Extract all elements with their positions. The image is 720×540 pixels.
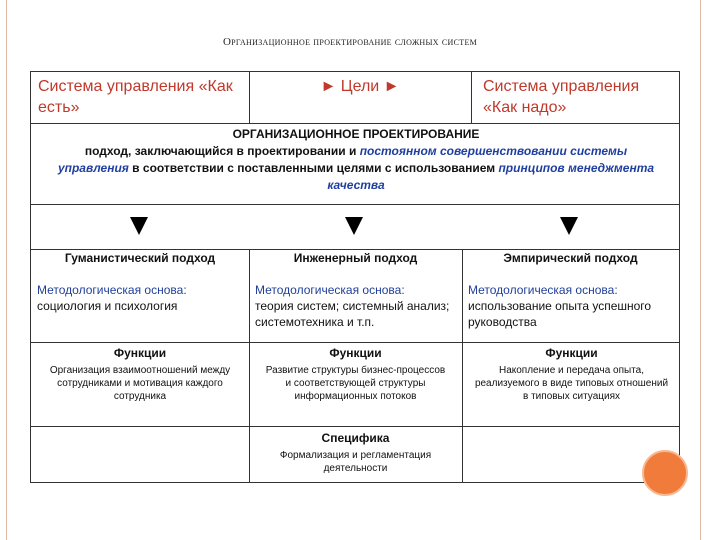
decorative-circle [642,450,688,496]
down-arrow-icon [130,217,148,235]
goals-cell: ► Цели ► [320,78,400,95]
definition-emphasis2: принципов менеджмента качества [327,161,655,192]
basis-label: Методологическая основа: [37,283,187,297]
col-divider [471,72,472,123]
approach-humanistic: Гуманистический подход [64,251,216,265]
approach-engineering: Инженерный подход [293,251,418,265]
functions-humanistic [37,346,243,403]
current-system-cell: Система управления «Как есть» [38,78,233,116]
col-divider [249,249,250,482]
basis-label: Методологическая основа: [255,283,405,297]
down-arrow-icon [560,217,578,235]
row-divider [31,204,679,205]
definition-part2: в соответствии с поставленными целями с использованием [128,161,499,175]
basis-engineering [255,282,458,330]
definition-heading: ОРГАНИЗАЦИОННОЕ ПРОЕКТИРОВАНИЕ [232,127,480,141]
functions-text: Развитие структуры бизнес-процессов и соответствующей структуры информационных потоков [265,365,446,402]
row-divider [31,342,679,343]
functions-title: Функции [113,346,167,360]
row-divider [31,426,679,427]
basis-empirical [468,282,673,330]
functions-title: Функции [329,346,382,360]
diagram-table [30,71,680,483]
basis-humanistic [37,282,245,314]
row-divider [31,249,679,250]
approach-empirical: Эмпирический подход [503,251,638,265]
col-divider [462,249,463,482]
page-title: Организационное проектирование сложных систем [222,36,478,48]
row-divider [31,123,679,124]
functions-engineering [263,346,448,403]
basis-value: использование опыта успешного руководства [468,299,652,329]
definition-text [51,143,661,194]
definition-block [51,126,661,194]
functions-title: Функции [545,346,598,360]
functions-text: Накопление и передача опыта, реализуемого в виде типовых отношений в типовых ситуациях [474,365,669,402]
specifics-title: Специфика [321,431,390,445]
basis-label: Методологическая основа: [468,283,618,297]
definition-part1: подход, заключающийся в проектировании и [84,144,360,158]
specifics-text: Формализация и регламентация деятельности [279,450,432,474]
specifics-block [259,431,452,475]
functions-text: Организация взаимоотношений между сотрудниками и мотивация каждого сотрудника [49,365,231,402]
left-margin-line [6,0,7,540]
down-arrow-icon [345,217,363,235]
basis-value: теория систем; системный анализ; системотехника и т.п. [255,299,450,329]
basis-value: социология и психология [37,299,178,313]
definition-emphasis1: постоянном совершенствовании системы управления [57,144,628,175]
right-margin-line [700,0,701,540]
target-system-cell: Система управления «Как надо» [483,78,640,116]
functions-empirical [472,346,671,403]
